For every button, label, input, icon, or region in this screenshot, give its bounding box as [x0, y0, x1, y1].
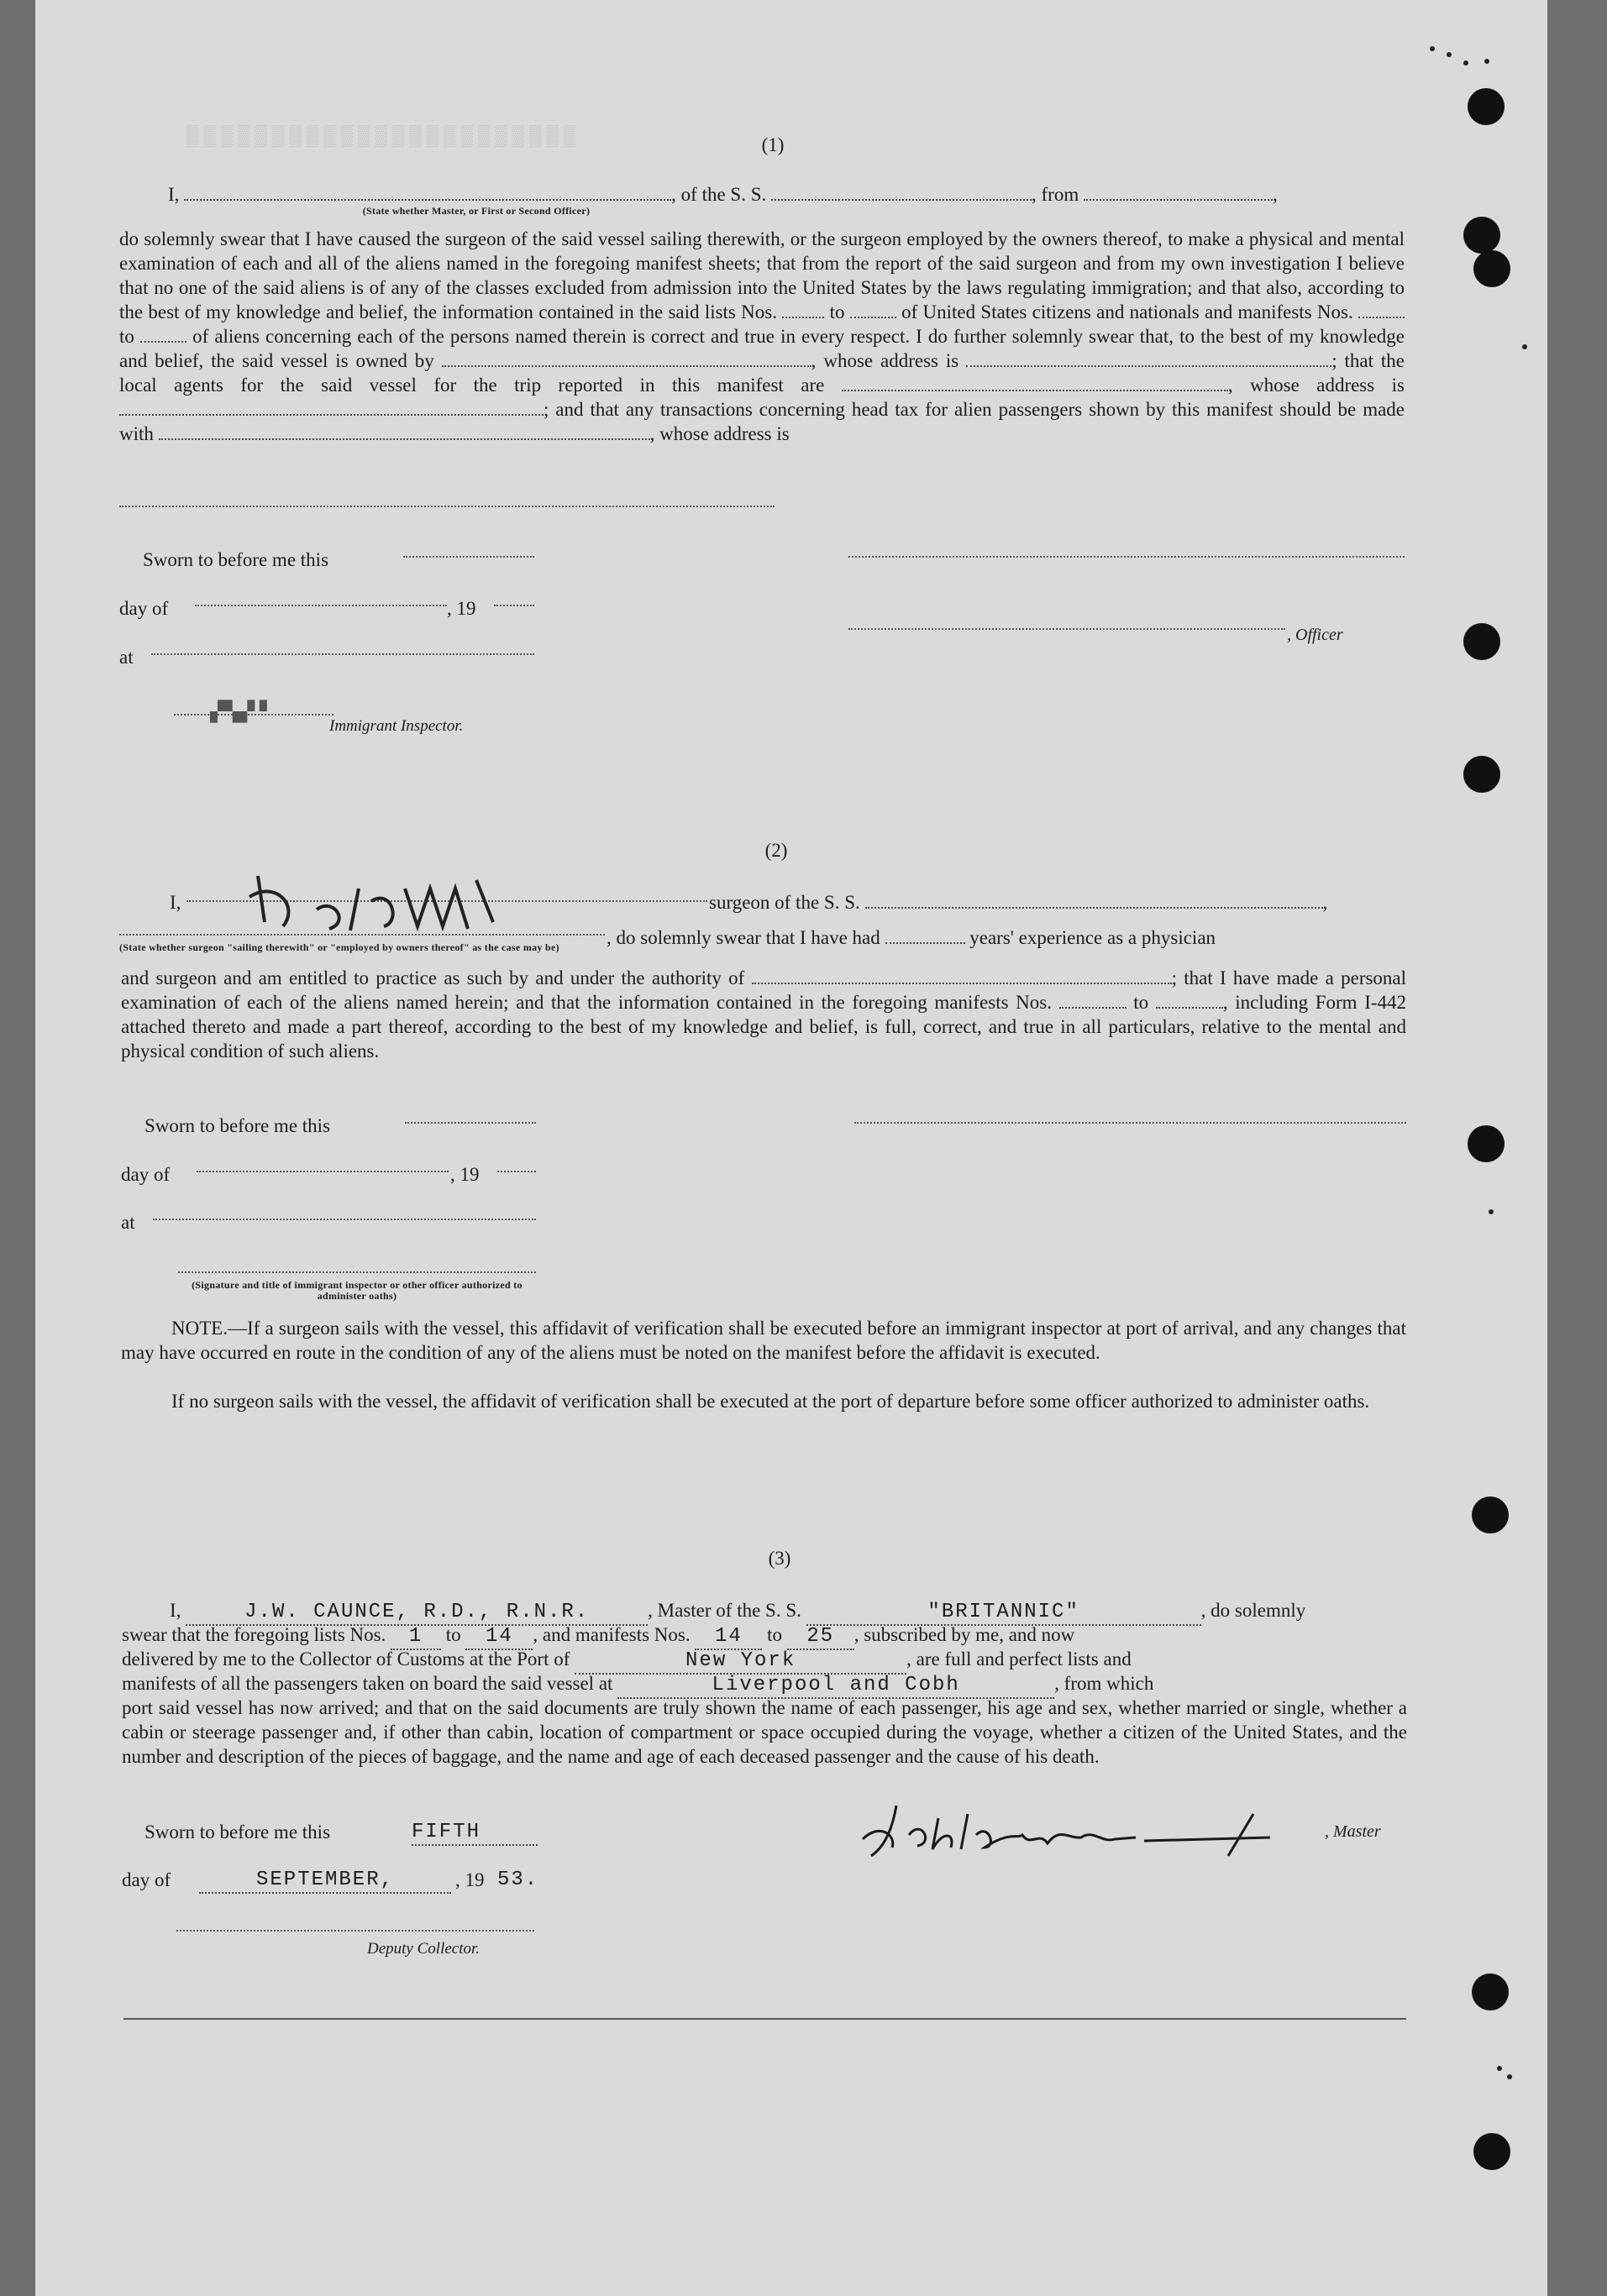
section-3-line2: swear that the foregoing lists Nos. 1 to 14 , and manifests Nos. 14 to 25 , subscribed by me, and now — [122, 1622, 1074, 1650]
section-2-year-blank — [497, 1171, 536, 1172]
section-1-officer-line — [848, 628, 1285, 630]
binder-hole — [1473, 250, 1510, 287]
section-3-year-prefix: , 19 — [455, 1869, 485, 1890]
section-1-sworn-label: Sworn to before me this — [143, 549, 329, 570]
section-3-line1: I, J.W. CAUNCE, R.D., R.N.R. , Master of the S. S. "BRITANNIC" , do solemnly — [170, 1598, 1305, 1626]
section-1-day-of-label: day of — [119, 598, 169, 619]
year-suffix-field: 53. — [497, 1869, 539, 1891]
month-field: SEPTEMBER, — [199, 1868, 451, 1894]
speck — [1447, 52, 1452, 57]
note-paragraph-1: NOTE.—If a surgeon sails with the vessel, this affidavit of verification shall be executed before an immigrant inspector at port of arrival, and any changes that may have occurred en route in the condition of any of the aliens must be noted on the manifest before the affidavit is executed. — [121, 1318, 1406, 1363]
speck — [1489, 1209, 1494, 1214]
section-3-paragraph: port said vessel has now arrived; and that on the said documents are truly shown the name of each passenger, his age and sex, whether married or single, whether a cabin or steerage passenger and, if other than cabin, location of compartment or space occupied during the voyage, whether a citizen of the United States, and the number and description of the pieces of baggage, and the name and age of each deceased passenger and the cause of his death. — [122, 1697, 1407, 1767]
section-1-year-label: , 19 — [447, 598, 476, 619]
section-2-at-label: at — [121, 1212, 135, 1233]
bottom-rule — [123, 2018, 1406, 2020]
section-2-sworn-blank — [405, 1122, 536, 1124]
section-2-signature-line — [854, 1122, 1406, 1124]
section-1-line1: I, , of the S. S. , from , — [168, 184, 1278, 205]
speck — [1463, 60, 1468, 66]
master-name-field: J.W. CAUNCE, R.D., R.N.R. — [186, 1600, 648, 1626]
binder-hole — [1468, 1125, 1505, 1162]
bleed-through-text: ▒▒▒▒▒▒▒▒▒▒▒▒▒▒▒▒▒▒▒▒▒▒▒ — [186, 126, 581, 149]
section-2-paragraph: and surgeon and am entitled to practice as such by and under the authority of ; that I have made a personal examination of each of the aliens named herein; and that the information contained in the foregoing manifests Nos. to , including Form I-442 attached thereto and made a part thereof, according to the best of my knowledge and belief, is full, correct, and true in all particulars, relative to the mental and physical condition of such aliens. — [121, 967, 1407, 1062]
section-1-officer-signature-line — [848, 556, 1405, 558]
section-1-caption: (State whether Master, or First or Second Officer) — [362, 205, 591, 217]
lists-from-field: 1 — [391, 1624, 441, 1650]
binder-hole — [1463, 623, 1500, 660]
sworn-day-field: FIFTH — [412, 1820, 538, 1846]
section-1-at-blank — [151, 653, 534, 655]
section-1-year-blank — [494, 605, 534, 606]
deputy-collector-label: Deputy Collector. — [367, 1940, 481, 1958]
surgeon-signature-scribble — [224, 863, 510, 939]
ship-name-field: "BRITANNIC" — [806, 1600, 1201, 1626]
label-from: , from — [1032, 184, 1079, 205]
section-2-line2: , do solemnly swear that I have had years' experience as a physician — [607, 927, 1216, 948]
lists-to-field: 14 — [465, 1624, 533, 1650]
section-2-day-blank — [197, 1171, 449, 1172]
master-label: , Master — [1325, 1822, 1381, 1841]
deputy-collector-line — [176, 1930, 534, 1932]
section-1-officer-label: , Officer — [1287, 626, 1343, 644]
section-1-sworn-blank — [403, 556, 534, 558]
note-paragraph-2: If no surgeon sails with the vessel, the affidavit of verification shall be executed at the port of departure before some officer authorized to administer oaths. — [171, 1391, 1370, 1412]
binder-hole — [1473, 2133, 1510, 2170]
manifests-from-field: 14 — [695, 1624, 762, 1650]
manifests-to-field: 25 — [787, 1624, 854, 1650]
binder-hole — [1472, 1974, 1509, 2010]
section-2-surgeon-type-line — [119, 934, 605, 936]
section-2-surgeon-label: surgeon of the S. S. , — [709, 892, 1328, 913]
binder-hole — [1463, 217, 1500, 254]
section-2-caption: (State whether surgeon "sailing therewith" or "employed by owners thereof" as the case may be) — [119, 941, 559, 953]
section-2-sworn-label: Sworn to before me this — [144, 1115, 331, 1136]
section-3-line4: manifests of all the passengers taken on board the said vessel at Liverpool and Cobh , from which — [122, 1671, 1153, 1699]
label-i: I, — [168, 184, 180, 205]
section-2-number: (2) — [764, 840, 788, 861]
binder-hole — [1472, 1497, 1509, 1533]
inspector-stamp-smudge: ▞▚▞ ▘ — [210, 701, 275, 722]
section-1-paragraph: do solemnly swear that I have caused the surgeon of the said vessel sailing therewith, or the surgeon employed by the owners thereof, to make a physical and mental examination of each and all of the aliens named in the foregoing manifest sheets; that from the report of the said surgeon and from my own investigation I believe that no one of the said aliens is of any of the classes excluded from admission into the United States by the laws regulating immigration; and that also, according to the best of my knowledge and belief, the information contained in the said lists Nos. to of United States citizens and nationals and manifests Nos. to of aliens concerning each of the persons named therein is correct and true in every respect. I do further solemnly swear that, to the best of my knowledge and belief, the said vessel is owned by , whose address is ; that the local agents for the said vessel for the trip reported in this manifest are , whose address is ; and that any transactions concerning head tax for alien passengers shown by this manifest should be made with , whose address is — [119, 228, 1405, 444]
section-2-official-signature-line — [178, 1271, 536, 1273]
speck — [1430, 46, 1435, 51]
section-3-day-of-label: day of — [122, 1869, 171, 1890]
binder-hole — [1463, 756, 1500, 793]
manifest-affidavit-page — [35, 0, 1547, 2296]
label-of-ss: , of the S. S. — [671, 184, 767, 205]
section-1-address-line — [119, 506, 775, 507]
departure-port-field: Liverpool and Cobh — [617, 1673, 1054, 1699]
section-1-inspector-label: Immigrant Inspector. — [329, 717, 464, 735]
section-2-sig-caption: (Signature and title of immigrant inspector or other officer authorized to administer oaths) — [192, 1279, 523, 1302]
section-2-day-of-label: day of — [121, 1164, 171, 1185]
speck — [1507, 2074, 1512, 2079]
section-3-number: (3) — [768, 1548, 791, 1569]
binder-hole — [1468, 88, 1505, 125]
section-3-sworn-label: Sworn to before me this — [144, 1822, 331, 1843]
section-1-day-blank — [195, 605, 447, 606]
speck — [1497, 2066, 1502, 2071]
section-2-at-blank — [153, 1219, 536, 1220]
section-1-number: (1) — [761, 134, 785, 155]
master-signature — [859, 1797, 1363, 1864]
section-1-at-label: at — [119, 647, 134, 668]
port-field: New York — [575, 1649, 906, 1675]
speck — [1484, 59, 1489, 64]
section-3-line3: delivered by me to the Collector of Customs at the Port of New York , are full and perfect lists and — [122, 1647, 1132, 1675]
section-2-i-label: I, — [170, 892, 181, 913]
section-2-year-label: , 19 — [450, 1164, 480, 1185]
speck — [1522, 344, 1527, 349]
